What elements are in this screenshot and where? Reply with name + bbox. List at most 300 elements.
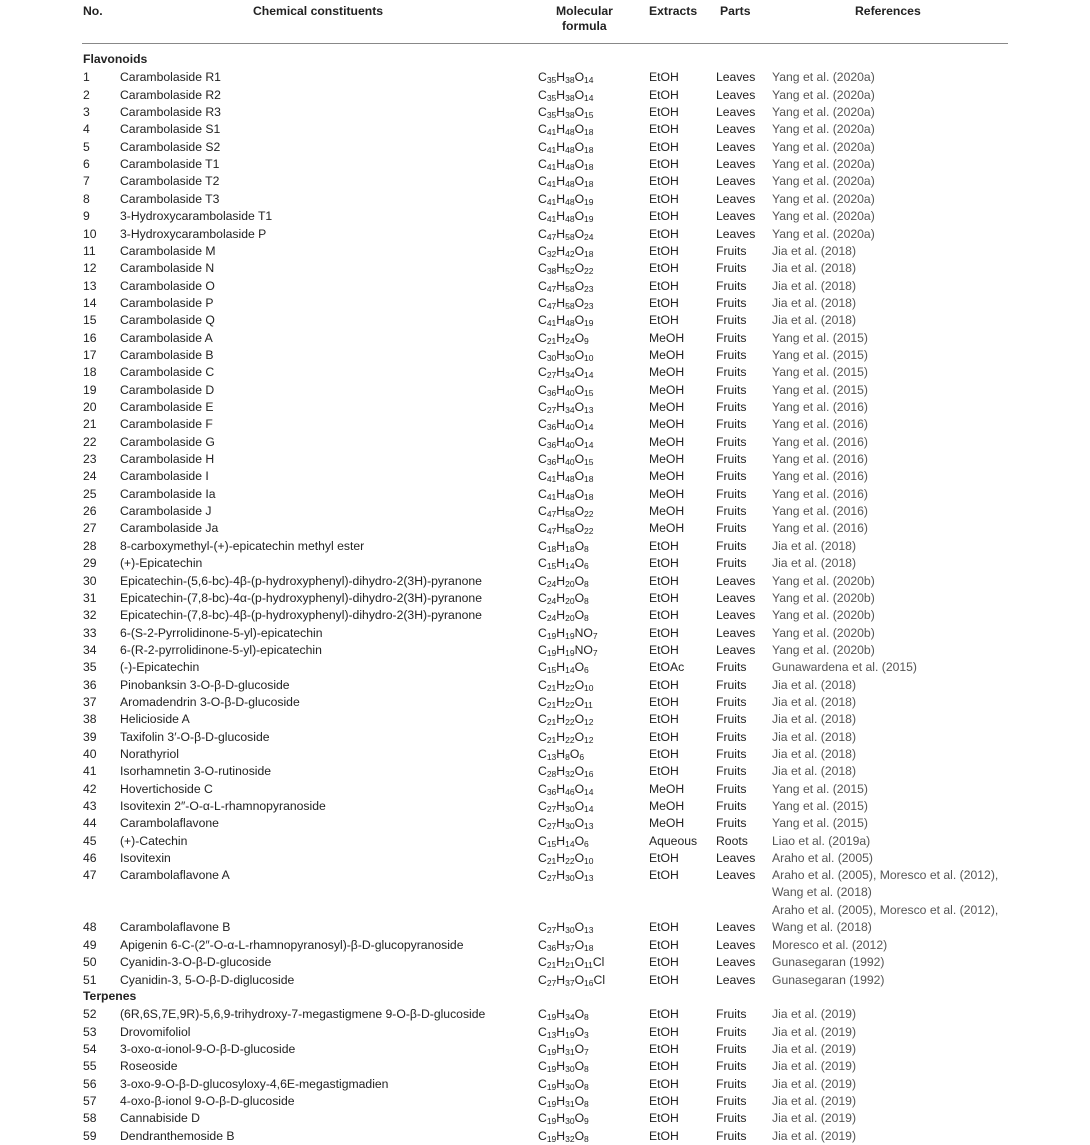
molecular-formula: $C_{41}H_{48}O_{19}$ bbox=[538, 191, 594, 207]
plant-part: Fruits bbox=[716, 295, 747, 310]
constituent-name: Helicioside A bbox=[120, 712, 190, 727]
extract-type: EtOH bbox=[649, 1111, 679, 1126]
constituent-name: Epicatechin-(5,6-bc)-4β-(p-hydroxyphenyl)-dihydro-2(3H)-pyranone bbox=[120, 573, 482, 588]
extract-type: EtOH bbox=[649, 677, 679, 692]
reference bbox=[772, 278, 856, 295]
reference-line: Yang et al. (2020a) bbox=[772, 174, 875, 189]
molecular-formula: $C_{27}H_{34}O_{13}$ bbox=[538, 400, 594, 415]
reference-line: Jia et al. (2019) bbox=[772, 1076, 857, 1091]
molecular-formula: $C_{21}H_{22}O_{10}$ bbox=[538, 677, 594, 693]
molecular-formula: $C_{19}H_{31}O_8$ bbox=[538, 1094, 589, 1109]
plant-part: Fruits bbox=[716, 816, 747, 831]
constituent-name: Carambolaside S2 bbox=[120, 139, 221, 154]
reference-line: Yang et al. (2020a) bbox=[772, 139, 875, 154]
reference-line: Yang et al. (2016) bbox=[772, 521, 868, 536]
row-number: 7 bbox=[83, 174, 90, 189]
reference bbox=[772, 659, 917, 676]
row-number: 16 bbox=[83, 330, 97, 345]
constituent-name: Hovertichoside C bbox=[120, 781, 213, 796]
molecular-formula: $C_{21}H_{21}O_{11}Cl$ bbox=[538, 955, 605, 971]
extract-type: EtOH bbox=[649, 1076, 679, 1091]
reference bbox=[772, 503, 868, 520]
extract-type: MeOH bbox=[649, 781, 685, 796]
molecular-formula: $C_{19}H_{32}O_8$ bbox=[538, 1128, 589, 1144]
reference bbox=[772, 798, 868, 815]
reference bbox=[772, 1006, 856, 1023]
plant-part: Leaves bbox=[716, 105, 756, 120]
molecular-formula: $C_{41}H_{48}O_{18}$ bbox=[538, 157, 594, 173]
reference-line: Yang et al. (2015) bbox=[772, 781, 868, 796]
plant-part: Leaves bbox=[716, 642, 756, 657]
reference bbox=[772, 486, 868, 503]
plant-part: Leaves bbox=[716, 157, 756, 172]
constituent-name: Carambolaside Ja bbox=[120, 521, 219, 536]
row-number: 36 bbox=[83, 677, 97, 692]
plant-part: Fruits bbox=[716, 417, 747, 432]
molecular-formula: $C_{15}H_{14}O_6$ bbox=[538, 556, 589, 572]
constituent-name: Apigenin 6-C-(2″-O-α-L-rhamnopyranosyl)-β-D-glucopyranoside bbox=[120, 937, 464, 952]
constituent-name: Carambolaside H bbox=[120, 452, 215, 467]
molecular-formula: $C_{36}H_{37}O_{18}$ bbox=[538, 937, 594, 953]
plant-part: Fruits bbox=[716, 799, 747, 814]
row-number: 51 bbox=[83, 972, 97, 987]
reference bbox=[772, 1024, 856, 1041]
row-number: 5 bbox=[83, 139, 90, 154]
row-number: 48 bbox=[83, 920, 97, 935]
constituent-name: Carambolaside R3 bbox=[120, 105, 221, 120]
row-number: 8 bbox=[83, 191, 90, 206]
constituent-name: 3-Hydroxycarambolaside P bbox=[120, 226, 267, 241]
molecular-formula: $C_{36}H_{40}O_{14}$ bbox=[538, 434, 594, 450]
reference-line: Yang et al. (2020b) bbox=[772, 608, 875, 623]
reference-line: Gunasegaran (1992) bbox=[772, 955, 885, 970]
reference bbox=[772, 694, 856, 711]
molecular-formula: $C_{27}H_{37}O_{16}Cl$ bbox=[538, 972, 606, 988]
molecular-formula: $C_{41}H_{48}O_{19}$ bbox=[538, 313, 594, 329]
constituent-name: Aromadendrin 3-O-β-D-glucoside bbox=[120, 694, 300, 709]
reference bbox=[772, 399, 868, 416]
plant-part: Fruits bbox=[716, 694, 747, 709]
row-number: 42 bbox=[83, 781, 97, 796]
molecular-formula: $C_{13}H_8O_6$ bbox=[538, 747, 585, 762]
molecular-formula: $C_{32}H_{42}O_{18}$ bbox=[538, 243, 594, 259]
constituent-name: Carambolaside T2 bbox=[120, 174, 220, 189]
extract-type: EtOH bbox=[649, 868, 679, 883]
plant-part: Leaves bbox=[716, 972, 756, 987]
reference-line: Gunasegaran (1992) bbox=[772, 972, 885, 987]
molecular-formula: $C_{36}H_{40}O_{15}$ bbox=[538, 452, 594, 468]
reference bbox=[772, 312, 856, 329]
reference bbox=[772, 538, 856, 555]
extract-type: EtOH bbox=[649, 191, 679, 206]
extract-type: EtOH bbox=[649, 87, 679, 102]
constituent-name: Carambolaside S1 bbox=[120, 122, 221, 137]
plant-part: Fruits bbox=[716, 660, 747, 675]
header-molecular: Molecular bbox=[556, 4, 613, 18]
row-number: 15 bbox=[83, 313, 97, 328]
reference-line: Jia et al. (2019) bbox=[772, 1024, 857, 1039]
header-parts: Parts bbox=[720, 4, 751, 18]
plant-part: Fruits bbox=[716, 347, 747, 362]
extract-type: MeOH bbox=[649, 417, 685, 432]
plant-part: Leaves bbox=[716, 209, 756, 224]
reference bbox=[772, 781, 868, 798]
molecular-formula: $C_{35}H_{38}O_{14}$ bbox=[538, 70, 594, 86]
row-number: 23 bbox=[83, 452, 97, 467]
reference bbox=[772, 902, 998, 936]
constituent-name: Carambolaside M bbox=[120, 243, 216, 258]
molecular-formula: $C_{47}H_{58}O_{23}$ bbox=[538, 295, 594, 311]
reference bbox=[772, 1110, 856, 1127]
molecular-formula: $C_{47}H_{58}O_{22}$ bbox=[538, 504, 594, 520]
plant-part: Fruits bbox=[716, 1041, 747, 1056]
constituent-name: 3-Hydroxycarambolaside T1 bbox=[120, 209, 273, 224]
extract-type: EtOH bbox=[649, 278, 679, 293]
extract-type: EtOH bbox=[649, 226, 679, 241]
reference-line: Yang et al. (2020a) bbox=[772, 226, 875, 241]
molecular-formula: $C_{36}H_{40}O_{14}$ bbox=[538, 417, 594, 433]
plant-part: Fruits bbox=[716, 747, 747, 761]
reference bbox=[772, 364, 868, 381]
header-extracts: Extracts bbox=[649, 4, 698, 18]
plant-part: Leaves bbox=[716, 191, 756, 206]
plant-part: Leaves bbox=[716, 920, 756, 935]
reference bbox=[772, 1076, 856, 1093]
reference-line: Yang et al. (2015) bbox=[772, 330, 868, 345]
plant-part: Leaves bbox=[716, 70, 756, 85]
constituent-name: Isorhamnetin 3-O-rutinoside bbox=[120, 764, 272, 779]
extract-type: MeOH bbox=[649, 452, 685, 467]
plant-part: Fruits bbox=[716, 330, 747, 345]
row-number: 44 bbox=[83, 816, 97, 831]
row-number: 31 bbox=[83, 590, 97, 605]
plant-part: Fruits bbox=[716, 486, 747, 501]
header-rule bbox=[82, 43, 1008, 44]
extract-type: MeOH bbox=[649, 382, 685, 397]
plant-part: Fruits bbox=[716, 1024, 747, 1039]
plant-part: Fruits bbox=[716, 504, 747, 519]
reference bbox=[772, 972, 884, 989]
reference bbox=[772, 1093, 856, 1110]
molecular-formula: $C_{13}H_{19}O_3$ bbox=[538, 1024, 589, 1040]
row-number: 13 bbox=[83, 278, 97, 293]
reference bbox=[772, 607, 875, 624]
row-number: 17 bbox=[83, 347, 97, 362]
row-number: 27 bbox=[83, 521, 97, 536]
molecular-formula: $C_{24}H_{20}O_8$ bbox=[538, 608, 589, 624]
constituent-name: 6-(S-2-Pyrrolidinone-5-yl)-epicatechin bbox=[120, 625, 323, 640]
reference-line: Yang et al. (2020a) bbox=[772, 157, 875, 172]
molecular-formula: $C_{30}H_{30}O_{10}$ bbox=[538, 347, 594, 363]
extract-type: MeOH bbox=[649, 365, 685, 380]
row-number: 2 bbox=[83, 87, 90, 102]
reference-line: Jia et al. (2018) bbox=[772, 677, 857, 692]
molecular-formula: $C_{19}H_{19}NO_7$ bbox=[538, 642, 598, 658]
constituent-name: Cyanidin-3-O-β-D-glucoside bbox=[120, 955, 272, 970]
constituent-name: Carambolaside T3 bbox=[120, 191, 220, 206]
reference bbox=[772, 191, 875, 208]
plant-part: Fruits bbox=[716, 538, 747, 553]
plant-part: Leaves bbox=[716, 868, 756, 883]
reference bbox=[772, 330, 868, 347]
reference-line: Jia et al. (2018) bbox=[772, 764, 857, 779]
extract-type: MeOH bbox=[649, 799, 685, 814]
section-title: Terpenes bbox=[83, 988, 137, 1003]
constituent-name: Epicatechin-(7,8-bc)-4β-(p-hydroxyphenyl)-dihydro-2(3H)-pyranone bbox=[120, 608, 482, 623]
reference bbox=[772, 1041, 856, 1058]
molecular-formula: $C_{41}H_{48}O_{18}$ bbox=[538, 469, 594, 485]
reference bbox=[772, 260, 856, 277]
reference bbox=[772, 1058, 856, 1075]
constituent-name: Carambolaside P bbox=[120, 295, 214, 310]
reference bbox=[772, 590, 875, 607]
constituent-name: (+)-Catechin bbox=[120, 833, 188, 848]
molecular-formula: $C_{47}H_{58}O_{23}$ bbox=[538, 278, 594, 294]
plant-part: Fruits bbox=[716, 400, 747, 414]
molecular-formula: $C_{27}H_{34}O_{14}$ bbox=[538, 365, 594, 381]
reference bbox=[772, 347, 868, 364]
reference bbox=[772, 711, 856, 728]
reference-line: Jia et al. (2019) bbox=[772, 1041, 857, 1056]
reference bbox=[772, 121, 875, 138]
plant-part: Leaves bbox=[716, 139, 756, 154]
extract-type: EtOH bbox=[649, 243, 679, 258]
extract-type: EtOH bbox=[649, 851, 679, 866]
section-title: Flavonoids bbox=[83, 52, 148, 66]
row-number: 25 bbox=[83, 486, 97, 501]
row-number: 14 bbox=[83, 295, 97, 310]
molecular-formula: $C_{36}H_{46}O_{14}$ bbox=[538, 781, 594, 797]
molecular-formula: $C_{19}H_{30}O_8$ bbox=[538, 1059, 589, 1075]
molecular-formula: $C_{35}H_{38}O_{15}$ bbox=[538, 105, 594, 121]
reference-line: Yang et al. (2020a) bbox=[772, 209, 875, 224]
extract-type: MeOH bbox=[649, 400, 685, 414]
constituent-name: Isovitexin 2″-O-α-L-rhamnopyranoside bbox=[120, 799, 326, 814]
reference-line: Jia et al. (2018) bbox=[772, 313, 857, 328]
molecular-formula: $C_{47}H_{58}O_{24}$ bbox=[538, 226, 594, 242]
plant-part: Leaves bbox=[716, 122, 756, 137]
reference-line: Jia et al. (2018) bbox=[772, 556, 857, 571]
reference-line: Yang et al. (2020b) bbox=[772, 625, 875, 640]
extract-type: EtOH bbox=[649, 538, 679, 553]
reference-line: Jia et al. (2019) bbox=[772, 1094, 857, 1108]
row-number: 6 bbox=[83, 157, 90, 172]
row-number: 24 bbox=[83, 469, 97, 484]
row-number: 20 bbox=[83, 400, 97, 414]
molecular-formula: $C_{27}H_{30}O_{13}$ bbox=[538, 920, 594, 936]
reference-line: Yang et al. (2020b) bbox=[772, 642, 875, 657]
row-number: 43 bbox=[83, 799, 97, 814]
molecular-formula: $C_{41}H_{48}O_{18}$ bbox=[538, 174, 594, 190]
extract-type: MeOH bbox=[649, 816, 685, 831]
row-number: 55 bbox=[83, 1059, 97, 1074]
molecular-formula: $C_{41}H_{48}O_{18}$ bbox=[538, 139, 594, 155]
constituent-name: Carambolaflavone B bbox=[120, 920, 231, 935]
reference bbox=[772, 677, 856, 694]
row-number: 37 bbox=[83, 694, 97, 709]
plant-part: Leaves bbox=[716, 851, 756, 866]
reference bbox=[772, 625, 875, 642]
plant-part: Leaves bbox=[716, 87, 756, 102]
reference bbox=[772, 815, 868, 832]
constituent-name: Carambolaside E bbox=[120, 400, 214, 414]
constituent-name: Carambolaside T1 bbox=[120, 157, 220, 172]
plant-part: Fruits bbox=[716, 278, 747, 293]
plant-part: Fruits bbox=[716, 243, 747, 258]
constituent-name: Carambolaside G bbox=[120, 434, 215, 449]
constituent-name: Carambolaside R1 bbox=[120, 70, 221, 85]
row-number: 4 bbox=[83, 122, 90, 137]
reference-line: Araho et al. (2005) bbox=[772, 851, 873, 866]
reference-line: Yang et al. (2020b) bbox=[772, 590, 875, 605]
reference-line: Yang et al. (2016) bbox=[772, 417, 868, 432]
row-number: 41 bbox=[83, 764, 97, 779]
plant-part: Leaves bbox=[716, 625, 756, 640]
reference-line: Yang et al. (2020a) bbox=[772, 87, 875, 102]
constituent-name: (6R,6S,7E,9R)-5,6,9-trihydroxy-7-megastigmene 9-O-β-D-glucoside bbox=[120, 1007, 486, 1022]
constituent-name: 3-oxo-9-O-β-D-glucosyloxy-4,6E-megastigmadien bbox=[120, 1076, 389, 1091]
extract-type: EtOH bbox=[649, 972, 679, 987]
row-number: 28 bbox=[83, 538, 97, 553]
constituent-name: Carambolaside F bbox=[120, 417, 213, 432]
extract-type: EtOH bbox=[649, 313, 679, 328]
constituent-name: Carambolaside N bbox=[120, 261, 215, 276]
constituent-name: Taxifolin 3′-O-β-D-glucoside bbox=[120, 729, 270, 744]
constituent-name: Carambolaside O bbox=[120, 278, 215, 293]
constituent-name: Cannabiside D bbox=[120, 1111, 200, 1126]
extract-type: EtOH bbox=[649, 139, 679, 154]
extract-type: EtOH bbox=[649, 573, 679, 588]
plant-part: Fruits bbox=[716, 677, 747, 692]
molecular-formula: $C_{24}H_{20}O_8$ bbox=[538, 573, 589, 589]
row-number: 58 bbox=[83, 1111, 97, 1126]
constituent-name: Pinobanksin 3-O-β-D-glucoside bbox=[120, 677, 290, 692]
reference-line: Jia et al. (2018) bbox=[772, 243, 857, 258]
extract-type: MeOH bbox=[649, 469, 685, 484]
row-number: 56 bbox=[83, 1076, 97, 1091]
reference-line: Moresco et al. (2012) bbox=[772, 937, 888, 952]
plant-part: Fruits bbox=[716, 1007, 747, 1022]
row-number: 50 bbox=[83, 955, 97, 970]
constituent-name: Carambolaside B bbox=[120, 347, 214, 362]
reference bbox=[772, 763, 856, 780]
molecular-formula: $C_{41}H_{48}O_{18}$ bbox=[538, 122, 594, 138]
extract-type: EtOH bbox=[649, 1007, 679, 1022]
reference-line: Jia et al. (2018) bbox=[772, 694, 857, 709]
constituent-name: Drovomifoliol bbox=[120, 1024, 191, 1039]
row-number: 49 bbox=[83, 937, 97, 952]
row-number: 19 bbox=[83, 382, 97, 397]
reference bbox=[772, 69, 875, 86]
row-number: 33 bbox=[83, 625, 97, 640]
reference bbox=[772, 1128, 856, 1145]
constituent-name: 4-oxo-β-ionol 9-O-β-D-glucoside bbox=[120, 1094, 295, 1108]
row-number: 35 bbox=[83, 660, 97, 675]
extract-type: EtOH bbox=[649, 764, 679, 779]
plant-part: Fruits bbox=[716, 382, 747, 397]
extract-type: EtOH bbox=[649, 122, 679, 137]
reference-line: Araho et al. (2005), Moresco et al. (2012), bbox=[772, 868, 999, 883]
row-number: 18 bbox=[83, 365, 97, 380]
molecular-formula: $C_{21}H_{22}O_{11}$ bbox=[538, 694, 593, 710]
extract-type: EtOH bbox=[649, 295, 679, 310]
row-number: 10 bbox=[83, 226, 97, 241]
row-number: 47 bbox=[83, 868, 97, 883]
plant-part: Leaves bbox=[716, 174, 756, 189]
constituent-name: Carambolaside D bbox=[120, 382, 215, 397]
reference-line: Jia et al. (2018) bbox=[772, 712, 857, 727]
reference-line: Yang et al. (2020a) bbox=[772, 122, 875, 137]
reference bbox=[772, 173, 875, 190]
reference-line: Jia et al. (2019) bbox=[772, 1007, 857, 1022]
constituent-name: Roseoside bbox=[120, 1059, 178, 1074]
row-number: 32 bbox=[83, 608, 97, 623]
reference bbox=[772, 104, 875, 121]
extract-type: EtOH bbox=[649, 937, 679, 952]
constituent-name: Carambolaside I bbox=[120, 469, 209, 484]
constituent-name: (+)-Epicatechin bbox=[120, 556, 203, 571]
extract-type: MeOH bbox=[649, 434, 685, 449]
row-number: 3 bbox=[83, 105, 90, 120]
molecular-formula: $C_{36}H_{40}O_{15}$ bbox=[538, 382, 594, 398]
extract-type: EtOH bbox=[649, 747, 679, 761]
molecular-formula: $C_{19}H_{30}O_9$ bbox=[538, 1111, 589, 1127]
constituent-name: Carambolaside C bbox=[120, 365, 215, 380]
row-number: 54 bbox=[83, 1041, 97, 1056]
row-number: 30 bbox=[83, 573, 97, 588]
plant-part: Fruits bbox=[716, 261, 747, 276]
reference-line: Jia et al. (2018) bbox=[772, 261, 857, 276]
constituent-name: Carambolaflavone A bbox=[120, 868, 230, 883]
plant-part: Fruits bbox=[716, 1076, 747, 1091]
molecular-formula: $C_{21}H_{22}O_{12}$ bbox=[538, 712, 594, 728]
row-number: 12 bbox=[83, 261, 97, 276]
reference-line: Yang et al. (2016) bbox=[772, 504, 868, 519]
header-chemical-constituents: Chemical constituents bbox=[253, 4, 384, 18]
reference-line: Yang et al. (2020a) bbox=[772, 105, 875, 120]
molecular-formula: $C_{41}H_{48}O_{18}$ bbox=[538, 486, 594, 502]
plant-part: Leaves bbox=[716, 226, 756, 241]
reference-line: Liao et al. (2019a) bbox=[772, 833, 871, 848]
reference bbox=[772, 468, 868, 485]
plant-part: Fruits bbox=[716, 781, 747, 796]
row-number: 38 bbox=[83, 712, 97, 727]
molecular-formula: $C_{19}H_{34}O_8$ bbox=[538, 1007, 589, 1023]
constituent-name: Carambolaflavone bbox=[120, 816, 219, 831]
reference bbox=[772, 555, 856, 572]
extract-type: EtOH bbox=[649, 608, 679, 623]
molecular-formula: $C_{15}H_{14}O_6$ bbox=[538, 833, 589, 849]
row-number: 40 bbox=[83, 747, 97, 761]
molecular-formula: $C_{27}H_{30}O_{13}$ bbox=[538, 816, 594, 832]
reference bbox=[772, 226, 875, 243]
constituent-name: Norathyriol bbox=[120, 747, 179, 761]
extract-type: EtOH bbox=[649, 590, 679, 605]
reference-line: Yang et al. (2015) bbox=[772, 347, 868, 362]
row-number: 26 bbox=[83, 504, 97, 519]
reference-line: Yang et al. (2016) bbox=[772, 469, 868, 484]
row-number: 1 bbox=[83, 70, 90, 85]
plant-part: Fruits bbox=[716, 313, 747, 328]
reference-line: Yang et al. (2015) bbox=[772, 365, 868, 380]
plant-part: Fruits bbox=[716, 764, 747, 779]
plant-part: Fruits bbox=[716, 434, 747, 449]
reference-line: Jia et al. (2018) bbox=[772, 278, 857, 293]
plant-part: Fruits bbox=[716, 469, 747, 484]
extract-type: MeOH bbox=[649, 330, 685, 345]
extract-type: MeOH bbox=[649, 504, 685, 519]
reference bbox=[772, 434, 868, 451]
